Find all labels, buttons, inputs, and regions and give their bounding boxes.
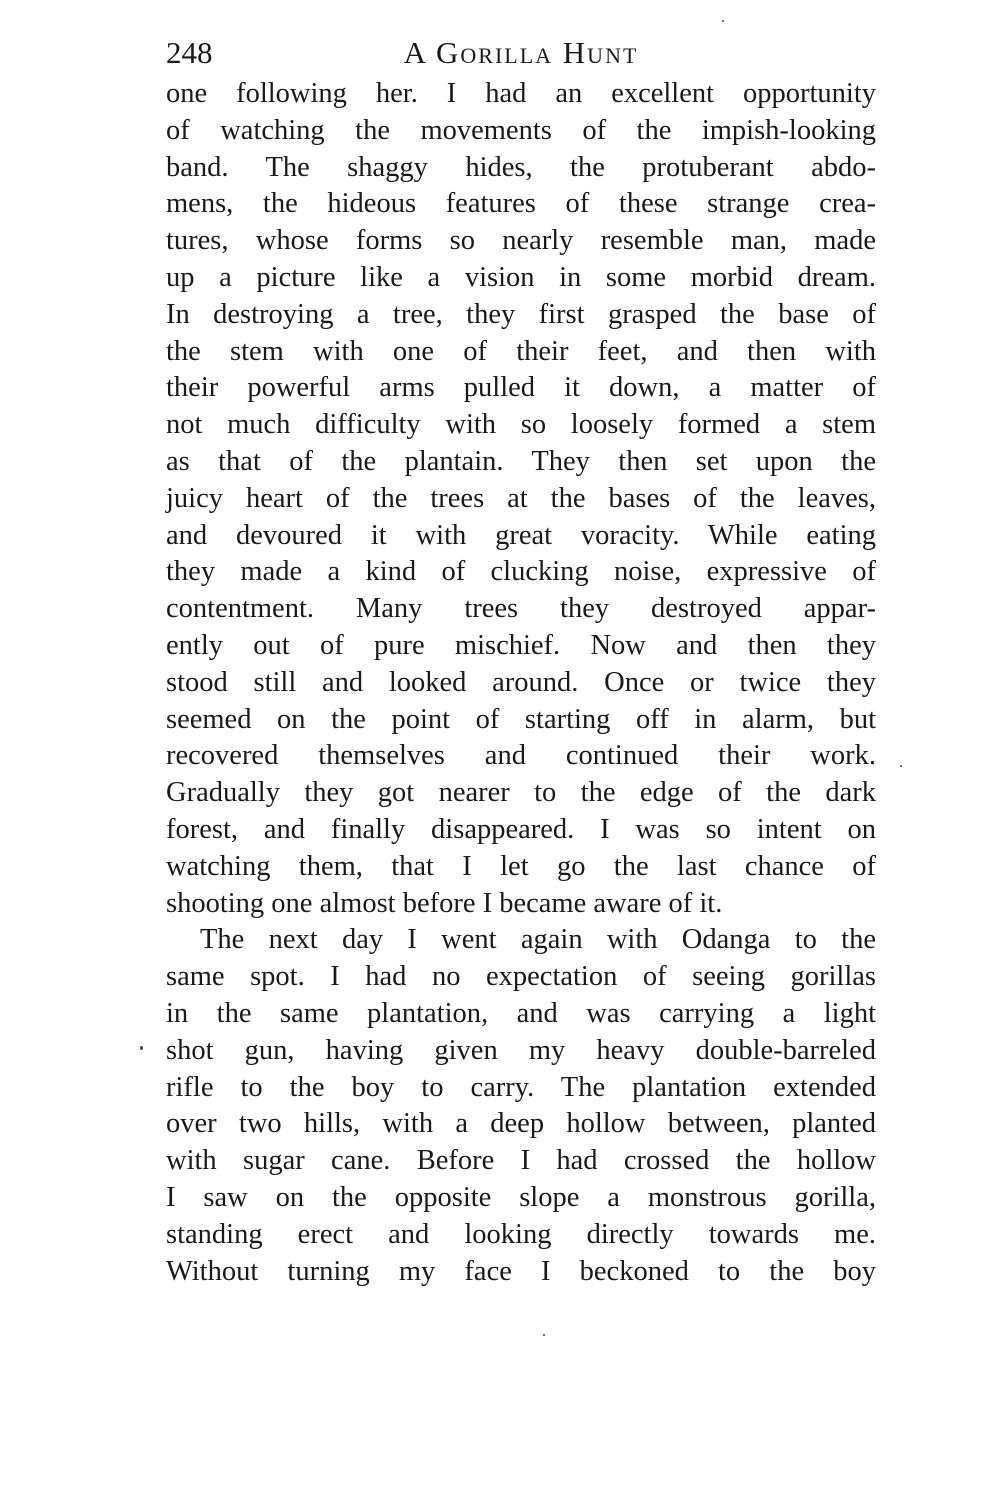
page-number: 248 — [166, 35, 213, 70]
text-line: contentment. Many trees they destroyed appar- — [166, 593, 876, 625]
text-line: ently out of pure mischief. Now and then they — [166, 629, 876, 661]
scan-speck — [140, 1046, 143, 1050]
scan-speck — [722, 20, 724, 22]
text-line: The next day I went again with Odanga to the — [200, 924, 876, 956]
text-line: up a picture like a vision in some morbid dream. — [166, 261, 876, 293]
text-line: forest, and finally disappeared. I was so intent on — [166, 813, 876, 845]
text-line: as that of the plantain. They then set upon the — [166, 445, 876, 477]
text-line: over two hills, with a deep hollow between, planted — [166, 1108, 876, 1140]
text-line: In destroying a tree, they first grasped the base of — [166, 298, 876, 330]
text-line: of watching the movements of the impish-looking — [166, 114, 876, 146]
text-line: same spot. I had no expectation of seeing gorillas — [166, 961, 876, 993]
paragraph — [166, 922, 876, 1290]
text-line: Gradually they got nearer to the edge of the dark — [166, 777, 876, 809]
text-line: in the same plantation, and was carrying a light — [166, 997, 876, 1029]
book-page — [166, 30, 876, 1290]
text-line: they made a kind of clucking noise, expressive of — [166, 556, 876, 588]
running-head — [166, 30, 876, 76]
text-line: not much difficulty with so loosely formed a stem — [166, 409, 876, 441]
text-line: one following her. I had an excellent opportunity — [166, 78, 876, 109]
text-line: mens, the hideous features of these strange crea- — [166, 188, 876, 220]
text-line: the stem with one of their feet, and then with — [166, 335, 876, 367]
text-line: their powerful arms pulled it down, a matter of — [166, 372, 876, 404]
paragraph — [166, 76, 876, 922]
text-line: tures, whose forms so nearly resemble man, made — [166, 225, 876, 257]
scan-speck — [900, 765, 902, 767]
text-line: and devoured it with great voracity. While eating — [166, 519, 876, 551]
text-line: juicy heart of the trees at the bases of the leaves, — [166, 482, 876, 514]
scan-speck — [543, 1334, 545, 1336]
text-line: I saw on the opposite slope a monstrous gorilla, — [166, 1181, 876, 1213]
text-line: seemed on the point of starting off in alarm, but — [166, 703, 876, 735]
text-line: shooting one almost before I became aware of it. — [166, 887, 723, 919]
running-title: A Gorilla Hunt — [403, 35, 639, 70]
text-line: stood still and looked around. Once or twice they — [166, 666, 876, 698]
text-line: standing erect and looking directly towards me. — [166, 1218, 876, 1250]
text-line: shot gun, having given my heavy double-barreled — [166, 1034, 876, 1066]
text-line: Without turning my face I beckoned to the boy — [166, 1255, 876, 1287]
text-line: with sugar cane. Before I had crossed the hollow — [166, 1145, 876, 1177]
text-line: recovered themselves and continued their work. — [166, 740, 876, 772]
text-line: watching them, that I let go the last chance of — [166, 850, 876, 882]
paragraphs — [166, 76, 876, 1290]
body-text — [166, 76, 876, 1290]
text-line: rifle to the boy to carry. The plantation extended — [166, 1071, 876, 1103]
text-line: band. The shaggy hides, the protuberant abdo- — [166, 151, 876, 183]
